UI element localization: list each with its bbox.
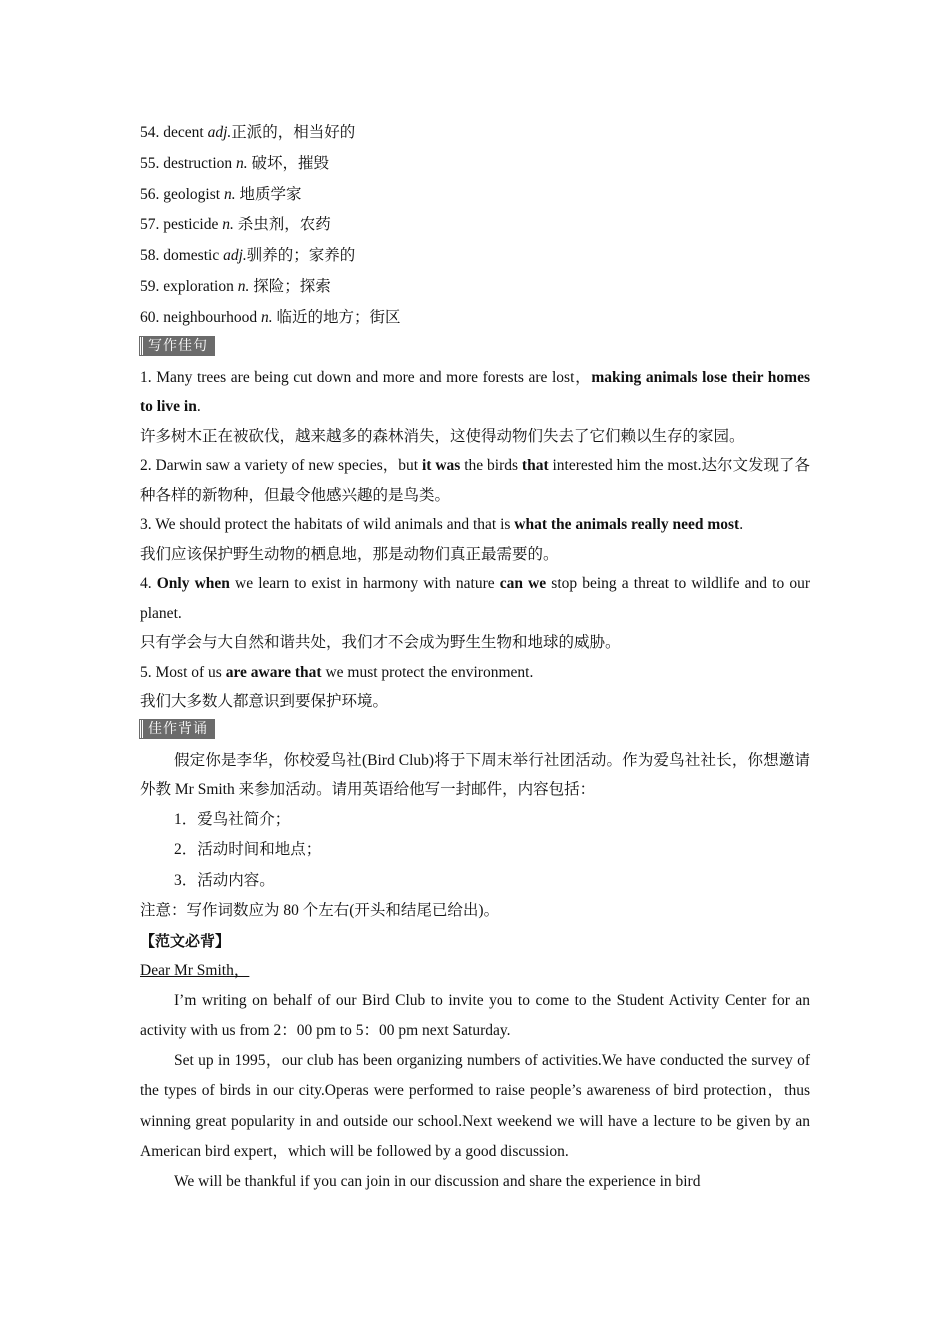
prompt-note: 注意：写作词数应为 80 个左右(开头和结尾已给出)。 — [140, 902, 500, 920]
vocabulary-list — [140, 118, 810, 334]
sentence-item: 3. We should protect the habitats of wild animals and that is what the animals really need most. — [140, 516, 744, 534]
sentence-translation: 我们应该保护野生动物的栖息地，那是动物们真正最需要的。 — [140, 545, 559, 563]
document-page — [140, 118, 810, 1197]
vocab-item: 55. destruction n. 破坏，摧毁 — [140, 154, 330, 172]
sentence-translation: 许多树木正在被砍伐，越来越多的森林消失，这使得动物们失去了它们赖以生存的家园。 — [140, 427, 745, 445]
vocab-item: 56. geologist n. 地质学家 — [140, 185, 302, 203]
sentence-translation: 达尔文发现了各种各样的新物种，但最令他感兴趣的是鸟类。 — [140, 457, 810, 504]
sentence-item: 1. Many trees are being cut down and more and more forests are lost，making animals lose their homes to live in. — [140, 368, 810, 416]
salutation: Dear Mr Smith， — [140, 961, 250, 979]
writing-prompt — [140, 746, 810, 926]
vocab-item: 57. pesticide n. 杀虫剂，农药 — [140, 216, 331, 234]
essay-paragraph: Set up in 1995，our club has been organizing numbers of activities.We have conducted the survey of the types of birds in our city.Operas were performed to raise people’s awareness of bird protection，thus winning great popularity in and outside our school.Next weekend we will have a lecture to be given by an American bird expert，which will be followed by a good discussion. — [140, 1052, 810, 1160]
prompt-item: 2．活动时间和地点； — [174, 841, 322, 859]
essay-paragraph: We will be thankful if you can join in our discussion and share the experience in bird — [174, 1173, 701, 1191]
vocab-item: 60. neighbourhood n. 临近的地方；街区 — [140, 308, 401, 326]
prompt-item: 1．爱鸟社简介； — [174, 810, 291, 828]
model-essay — [140, 926, 810, 1197]
section-tag-sentences: 写作佳句 — [140, 334, 810, 363]
essay-paragraph: I’m writing on behalf of our Bird Club to invite you to come to the Student Activity Center for an activity with us from 2：00 pm to 5：00 pm next Saturday. — [140, 991, 810, 1040]
sentence-translation: 我们大多数人都意识到要保护环境。 — [140, 693, 389, 711]
vocab-item: 54. decent adj.正派的，相当好的 — [140, 124, 356, 141]
model-heading: 【范文必背】 — [140, 931, 231, 950]
sentence-item: 2. Darwin saw a variety of new species，but it was the birds that interested him the most.达尔文发现了各种各样的新物种，但最令他感兴趣的是鸟类。 — [140, 457, 810, 504]
vocab-item: 59. exploration n. 探险；探索 — [140, 277, 331, 295]
prompt-item: 3．活动内容。 — [174, 871, 275, 889]
section-tag-essay: 佳作背诵 — [140, 717, 810, 746]
sentence-item: 4. Only when we learn to exist in harmony with nature can we stop being a threat to wildlife and to our planet. — [140, 575, 810, 622]
sentence-translation: 只有学会与大自然和谐共处，我们才不会成为野生生物和地球的威胁。 — [140, 634, 621, 652]
vocab-item: 58. domestic adj.驯养的；家养的 — [140, 247, 356, 265]
sentence-item: 5. Most of us are aware that we must protect the environment. — [140, 663, 534, 681]
prompt-intro: 假定你是李华，你校爱鸟社(Bird Club)将于下周末举行社团活动。作为爱鸟社社长，你想邀请外教 Mr Smith 来参加活动。请用英语给他写一封邮件，内容包括： — [140, 751, 810, 799]
sentence-list — [140, 363, 810, 717]
